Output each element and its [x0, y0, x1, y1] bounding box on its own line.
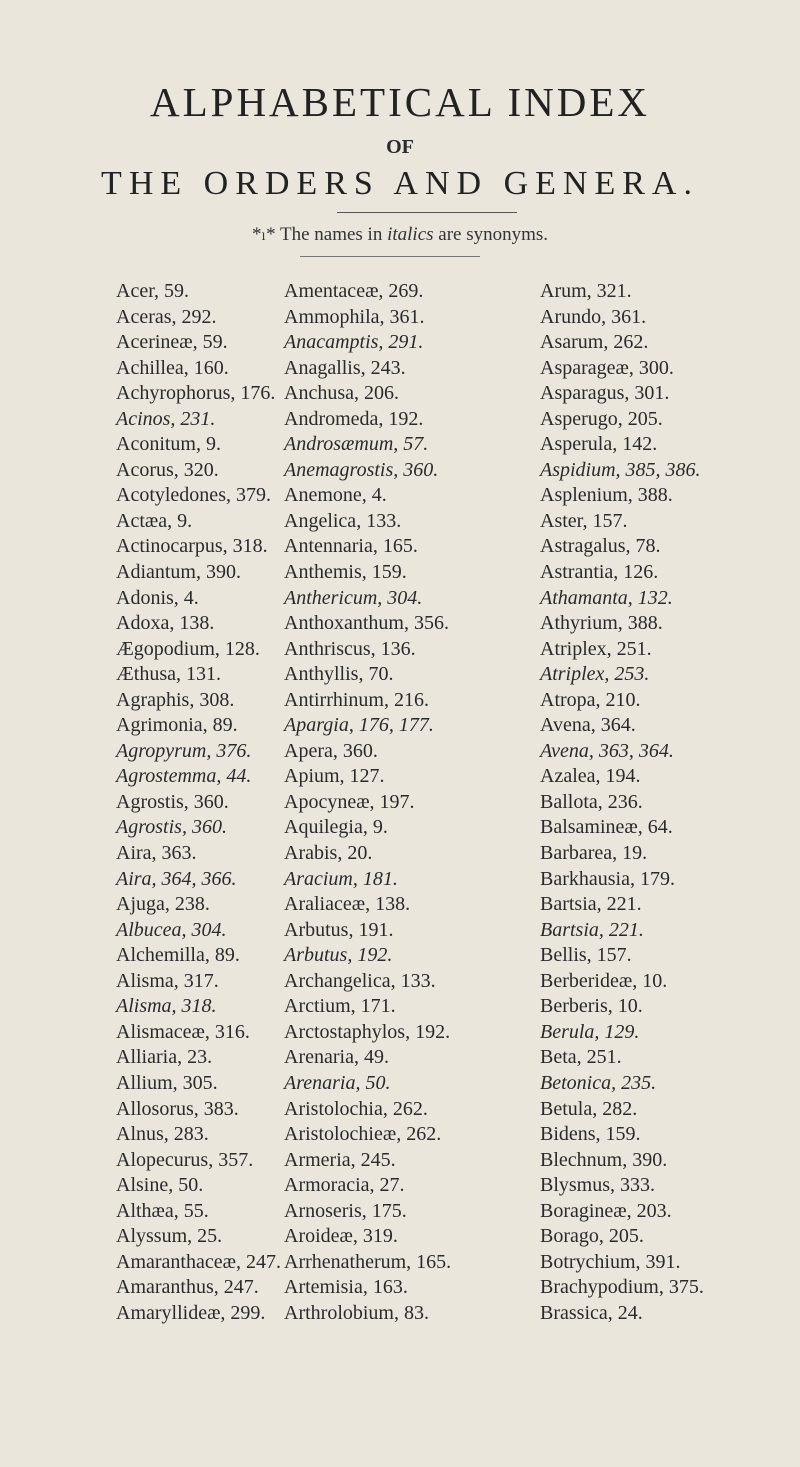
index-entry: Amaryllideæ, 299. — [116, 1301, 266, 1324]
index-entry: Arthrolobium, 83. — [284, 1301, 429, 1324]
synonym-note — [0, 223, 800, 246]
index-entry: Artemisia, 163. — [284, 1276, 408, 1299]
index-entry: Agraphis, 308. — [116, 688, 235, 711]
index-entry: Arenaria, 49. — [284, 1046, 389, 1069]
index-entry: Alismaceæ, 316. — [116, 1020, 250, 1043]
index-entry: Beta, 251. — [540, 1046, 622, 1069]
index-entry: Boragineæ, 203. — [540, 1199, 672, 1222]
index-entry: Agrostis, 360. — [116, 790, 229, 813]
index-entry: Alliaria, 23. — [116, 1046, 213, 1069]
index-entry: Aconitum, 9. — [116, 433, 221, 456]
note-prefix: *ₗ* The names in — [251, 224, 388, 245]
index-entry: Antirrhinum, 216. — [284, 688, 429, 711]
index-entry: Alyssum, 25. — [116, 1225, 223, 1248]
index-entry: Allosorus, 383. — [116, 1097, 239, 1120]
index-entry: Ægopodium, 128. — [116, 637, 260, 660]
index-entry: Aspidium, 385, 386. — [540, 458, 701, 481]
index-entry: Atriplex, 253. — [540, 663, 650, 686]
index-entry: Avena, 364. — [540, 714, 636, 737]
index-entry: Actinocarpus, 318. — [116, 535, 268, 558]
index-entry: Asperugo, 205. — [540, 407, 663, 430]
index-entry: Bidens, 159. — [540, 1123, 641, 1146]
index-entry: Ballota, 236. — [540, 790, 643, 813]
index-entry: Anthericum, 304. — [284, 586, 423, 609]
index-entry: Anthyllis, 70. — [284, 663, 394, 686]
note-suffix: are synonyms. — [433, 224, 549, 245]
page-title: ALPHABETICAL INDEX — [149, 79, 650, 125]
index-entry: Arbutus, 192. — [284, 944, 393, 967]
index-entry: Andromeda, 192. — [284, 407, 424, 430]
index-entry: Armeria, 245. — [284, 1148, 396, 1171]
index-entry: Borago, 205. — [540, 1225, 644, 1248]
index-entry: Agrostemma, 44. — [116, 765, 252, 788]
index-entry: Brassica, 24. — [540, 1301, 643, 1324]
index-entry: Bellis, 157. — [540, 944, 632, 967]
index-entry: Aira, 363. — [116, 842, 197, 865]
index-entry: Allium, 305. — [116, 1071, 218, 1094]
index-entry: Arabis, 20. — [284, 842, 373, 865]
index-entry: Anthriscus, 136. — [284, 637, 416, 660]
index-entry: Aster, 157. — [540, 509, 628, 532]
note-rule — [300, 256, 480, 257]
index-entry: Androsæmum, 57. — [284, 433, 429, 456]
index-entry: Amentaceæ, 269. — [284, 280, 424, 302]
index-entry: Adiantum, 390. — [116, 561, 241, 584]
index-entry: Alopecurus, 357. — [116, 1148, 254, 1171]
index-entry: Anagallis, 243. — [284, 356, 406, 379]
page-subtitle: THE ORDERS AND GENERA. — [101, 165, 699, 202]
index-entry: Achillea, 160. — [116, 356, 229, 379]
index-entry: Apargia, 176, 177. — [284, 714, 434, 737]
index-entry: Agropyrum, 376. — [116, 739, 252, 762]
index-entry: Botrychium, 391. — [540, 1250, 681, 1273]
index-entry: Acinos, 231. — [116, 407, 216, 430]
index-entry: Astragalus, 78. — [540, 535, 661, 558]
title-connector: OF — [386, 136, 414, 158]
index-entry: Aquilegia, 9. — [284, 816, 388, 839]
index-column-3 — [540, 279, 800, 1326]
index-entry: Arbutus, 191. — [284, 918, 394, 941]
index-entry: Alsine, 50. — [116, 1174, 204, 1197]
index-entry: Aracium, 181. — [284, 867, 398, 890]
index-entry: Araliaceæ, 138. — [284, 893, 411, 916]
index-entry: Blechnum, 390. — [540, 1148, 668, 1171]
index-entry: Berberis, 10. — [540, 995, 643, 1018]
index-entry: Asparageæ, 300. — [540, 356, 674, 379]
index-entry: Ajuga, 238. — [116, 893, 210, 916]
index-entry: Antennaria, 165. — [284, 535, 418, 558]
index-entry: Arundo, 361. — [540, 305, 647, 328]
index-entry: Armoracia, 27. — [284, 1174, 405, 1197]
index-entry: Agrimonia, 89. — [116, 714, 238, 737]
index-entry: Anthoxanthum, 356. — [284, 612, 449, 635]
index-entry: Achyrophorus, 176. — [116, 382, 276, 405]
index-entry: Ammophila, 361. — [284, 305, 425, 328]
index-entry: Adoxa, 138. — [116, 612, 215, 635]
index-entry: Archangelica, 133. — [284, 969, 436, 992]
index-entry: Anthemis, 159. — [284, 561, 407, 584]
index-entry: Anemone, 4. — [284, 484, 387, 507]
index-entry: Asplenium, 388. — [540, 484, 673, 507]
index-entry: Alchemilla, 89. — [116, 944, 240, 967]
index-entry: Arctium, 171. — [284, 995, 396, 1018]
index-entry: Arrhenatherum, 165. — [284, 1250, 452, 1273]
index-entry: Atropa, 210. — [540, 688, 641, 711]
index-entry: Acerineæ, 59. — [116, 331, 228, 354]
index-entry: Bartsia, 221. — [540, 893, 642, 916]
index-entry: Aira, 364, 366. — [116, 867, 237, 890]
index-entry: Athamanta, 132. — [540, 586, 673, 609]
index-entry: Avena, 363, 364. — [540, 739, 674, 762]
index-entry: Althæa, 55. — [116, 1199, 209, 1222]
index-entry: Athyrium, 388. — [540, 612, 663, 635]
index-entry: Barkhausia, 179. — [540, 867, 675, 890]
index-entry: Acorus, 320. — [116, 458, 219, 481]
index-entry: Alisma, 318. — [116, 995, 217, 1018]
index-column-2 — [284, 279, 554, 1326]
index-entry: Actæa, 9. — [116, 509, 193, 532]
index-entry: Asparagus, 301. — [540, 382, 670, 405]
index-entry: Blysmus, 333. — [540, 1174, 656, 1197]
index-entry: Anchusa, 206. — [284, 382, 399, 405]
index-entry: Atriplex, 251. — [540, 637, 652, 660]
index-entry: Barbarea, 19. — [540, 842, 648, 865]
index-entry: Aristolochieæ, 262. — [284, 1123, 442, 1146]
index-entry: Agrostis, 360. — [116, 816, 227, 839]
index-entry: Alnus, 283. — [116, 1123, 209, 1146]
index-entry: Apium, 127. — [284, 765, 385, 788]
index-entry: Azalea, 194. — [540, 765, 641, 788]
index-entry: Aristolochia, 262. — [284, 1097, 428, 1120]
index-entry: Amaranthus, 247. — [116, 1276, 259, 1299]
index-entry: Arnoseris, 175. — [284, 1199, 407, 1222]
index-entry: Adonis, 4. — [116, 586, 199, 609]
index-entry: Apocyneæ, 197. — [284, 790, 415, 813]
index-entry: Alisma, 317. — [116, 969, 219, 992]
index-entry: Anemagrostis, 360. — [284, 458, 439, 481]
index-entry: Bartsia, 221. — [540, 918, 644, 941]
title-rule — [337, 212, 517, 213]
index-entry: Aroideæ, 319. — [284, 1225, 398, 1248]
index-entry: Asarum, 262. — [540, 331, 649, 354]
index-entry: Berula, 129. — [540, 1020, 640, 1043]
index-entry: Betonica, 235. — [540, 1071, 657, 1094]
index-entry: Arctostaphylos, 192. — [284, 1020, 451, 1043]
index-entry: Asperula, 142. — [540, 433, 658, 456]
note-italic: italics — [387, 224, 434, 245]
index-entry: Astrantia, 126. — [540, 561, 659, 584]
index-entry: Betula, 282. — [540, 1097, 638, 1120]
index-entry: Anacamptis, 291. — [284, 331, 424, 354]
index-entry: Albucea, 304. — [116, 918, 227, 941]
index-entry: Acer, 59. — [116, 280, 190, 302]
index-entry: Apera, 360. — [284, 739, 378, 762]
index-entry: Æthusa, 131. — [116, 663, 221, 686]
index-entry: Brachypodium, 375. — [540, 1276, 704, 1299]
index-entry: Amaranthaceæ, 247. — [116, 1250, 281, 1273]
index-entry: Aceras, 292. — [116, 305, 217, 328]
index-entry: Arenaria, 50. — [284, 1071, 391, 1094]
index-entry: Balsamineæ, 64. — [540, 816, 673, 839]
index-entry: Acotyledones, 379. — [116, 484, 271, 507]
index-entry: Berberideæ, 10. — [540, 969, 668, 992]
index-entry: Angelica, 133. — [284, 509, 402, 532]
index-entry: Arum, 321. — [540, 280, 632, 302]
